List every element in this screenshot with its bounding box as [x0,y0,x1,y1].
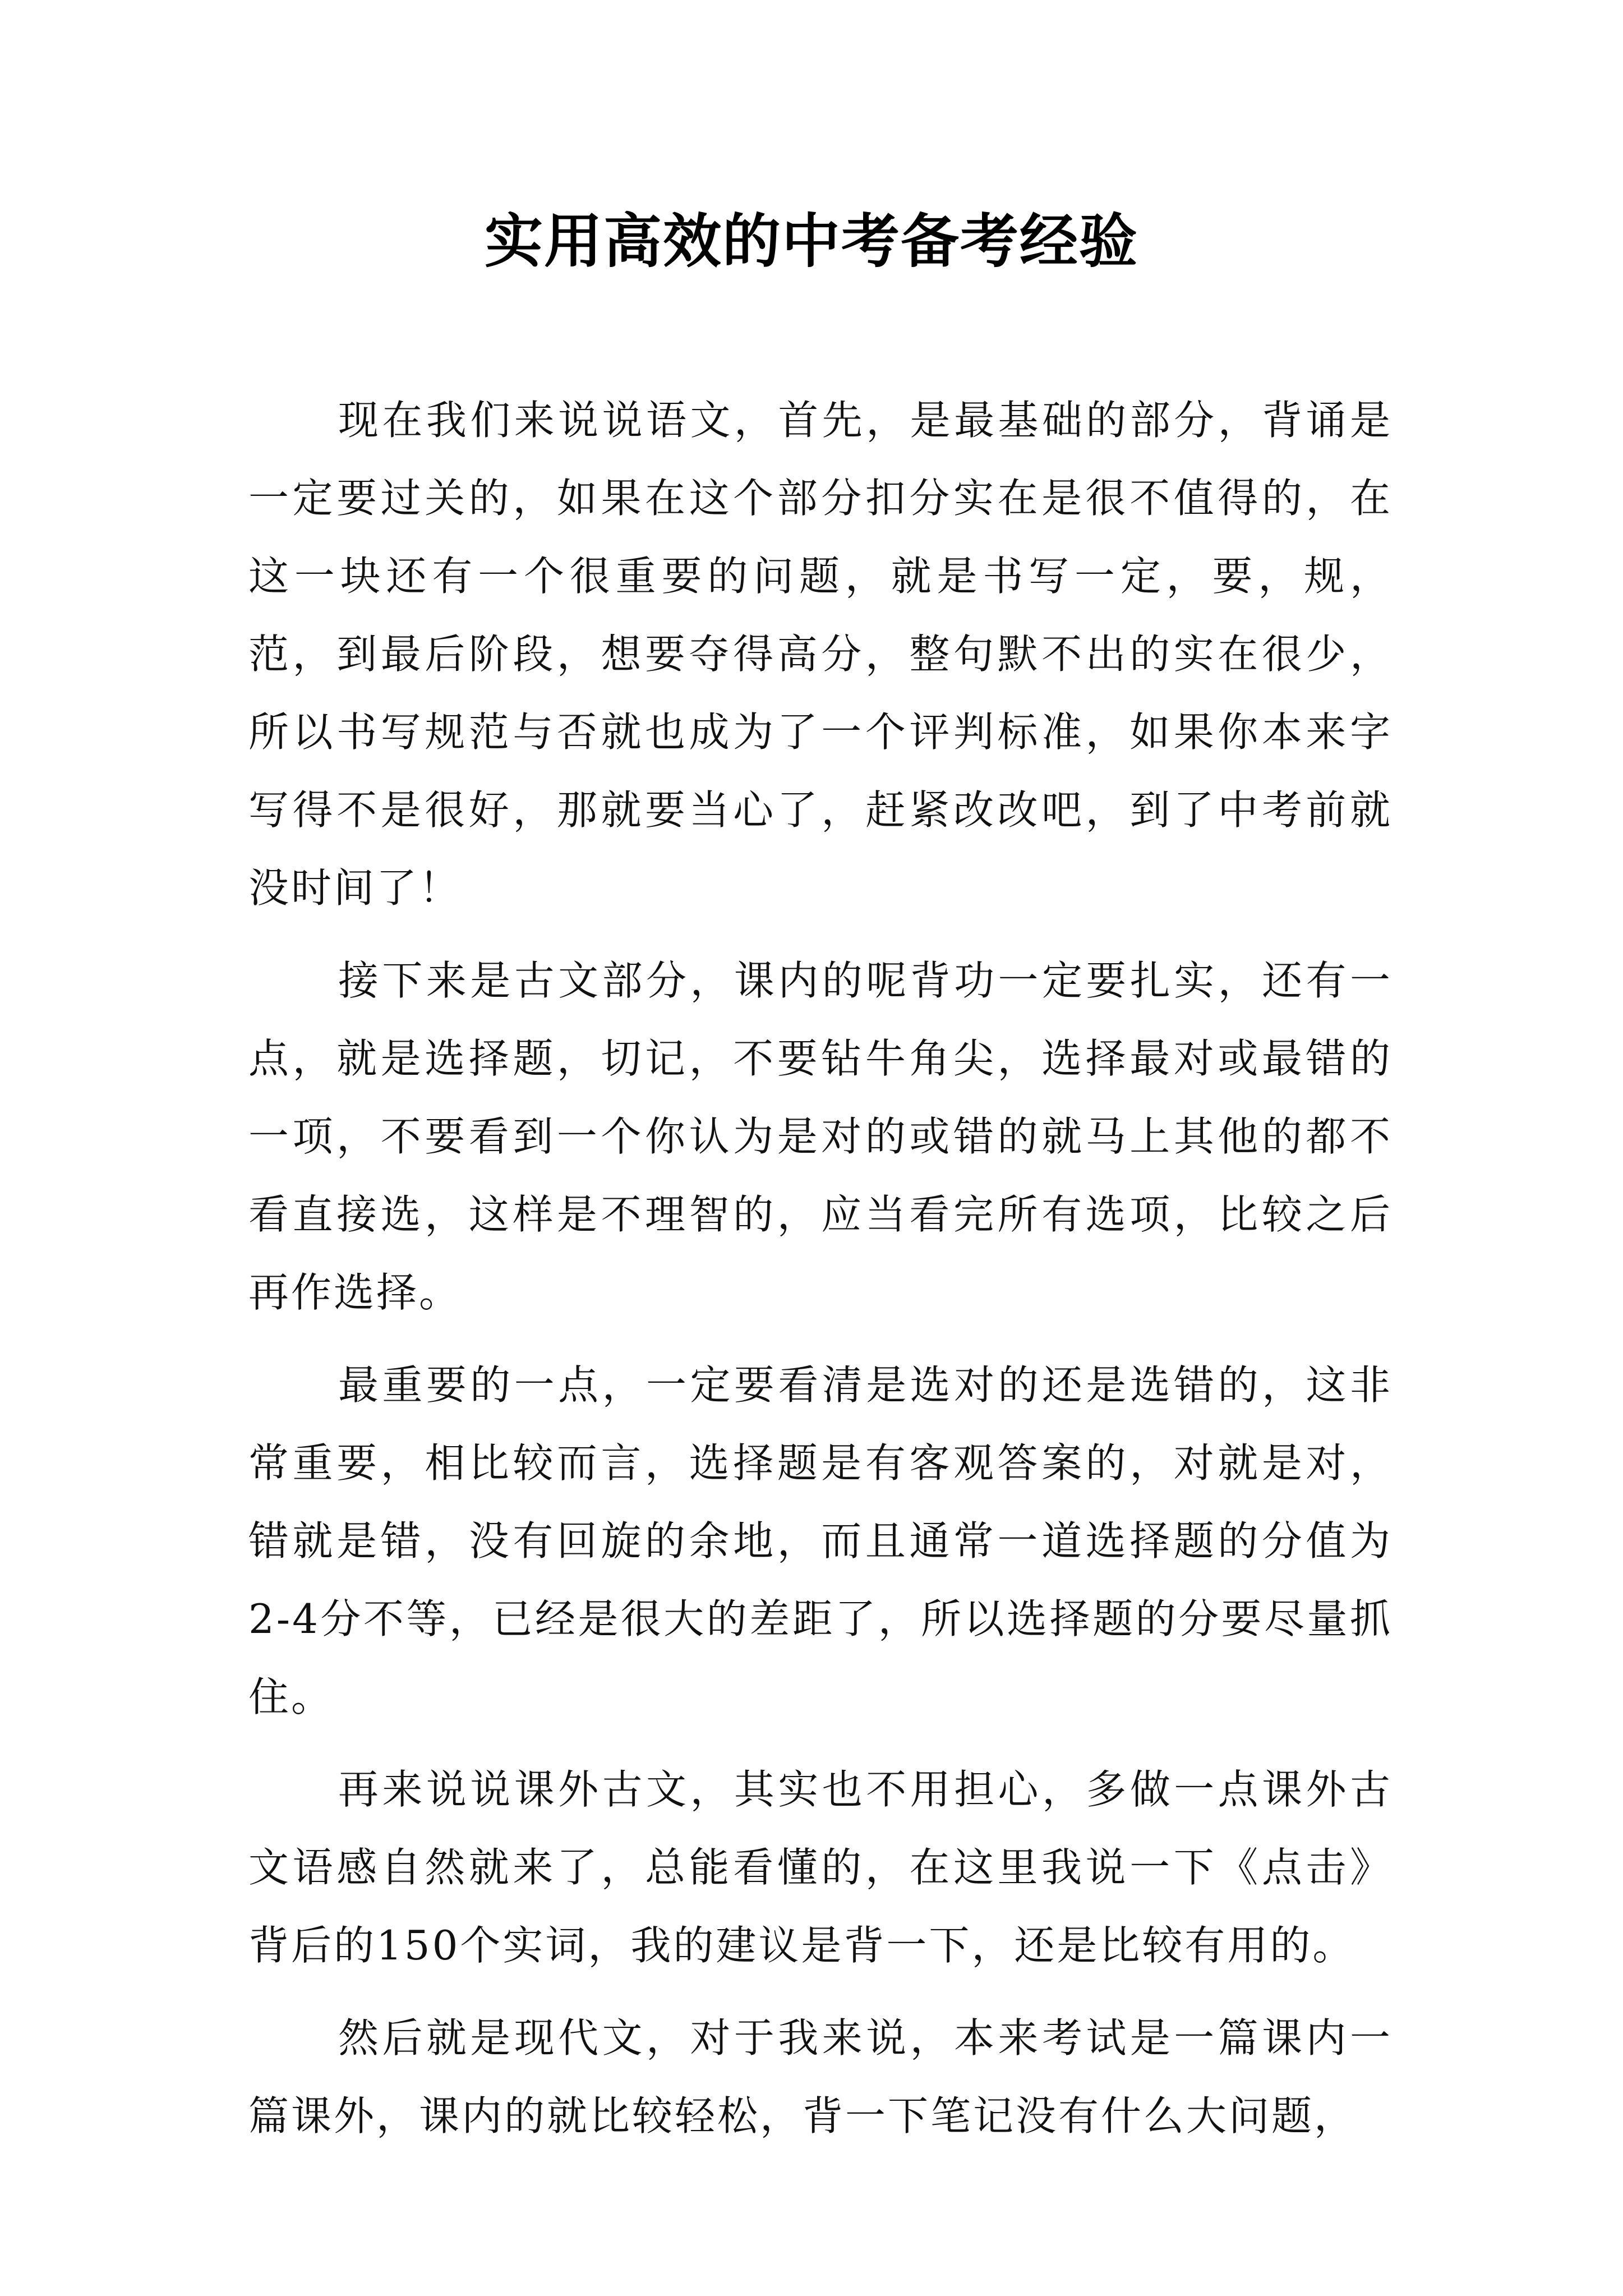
paragraph: 再来说说课外古文，其实也不用担心，多做一点课外古文语感自然就来了，总能看懂的，在这里我说一下《点击》背后的150个实词，我的建议是背一下，还是比较有用的。 [248,1766,1393,1969]
paragraph: 最重要的一点，一定要看清是选对的还是选错的，这非常重要，相比较而言，选择题是有客观答案的，对就是对，错就是错，没有回旋的余地，而且通常一道选择题的分值为2-4分不等，已经是很大的差距了，所以选择题的分要尽量抓住。 [248,1361,1393,1720]
paragraph: 接下来是古文部分，课内的呢背功一定要扎实，还有一点，就是选择题，切记，不要钻牛角尖，选择最对或最错的一项，不要看到一个你认为是对的或错的就马上其他的都不看直接选，这样是不理智的，应当看完所有选项，比较之后再作选择。 [248,957,1393,1316]
paragraph: 现在我们来说说语文，首先，是最基础的部分，背诵是一定要过关的，如果在这个部分扣分实在是很不值得的，在这一块还有一个很重要的问题，就是书写一定，要，规，范，到最后阶段，想要夺得高分，整句默不出的实在很少，所以书写规范与否就也成为了一个评判标准，如果你本来字写得不是很好，那就要当心了，赶紧改改吧，到了中考前就没时间了！ [248,397,1393,912]
document-title: 实用高效的中考备考经验 [484,206,1138,275]
paragraph: 然后就是现代文，对于我来说，本来考试是一篇课内一篇课外，课内的就比较轻松，背一下笔记没有什么大问题， [248,2014,1393,2139]
document-body [248,381,1393,2170]
